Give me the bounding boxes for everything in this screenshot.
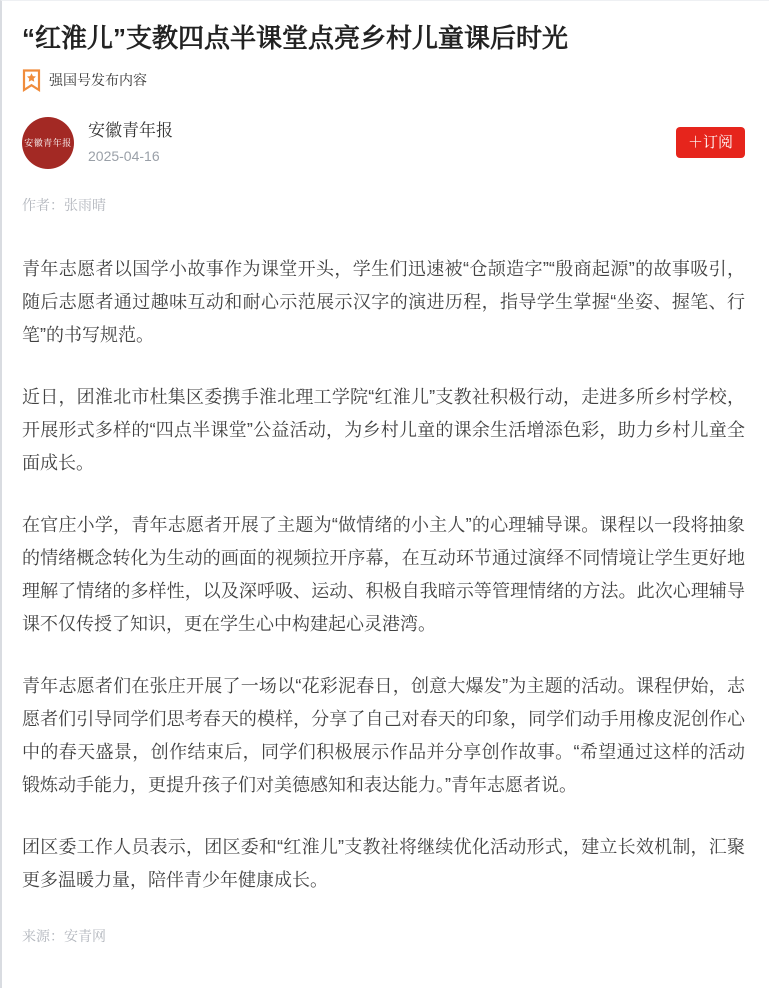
source-line: 来源：安青网 bbox=[22, 927, 106, 944]
badge-label: 强国号发布内容 bbox=[49, 72, 147, 89]
article-paragraph: 团区委工作人员表示，团区委和“红淮儿”支教社将继续优化活动形式，建立长效机制，汇聚更多温暖力量，陪伴青少年健康成长。 bbox=[22, 836, 745, 890]
subscribe-button[interactable]: ＋订阅 bbox=[676, 127, 745, 158]
source-badge bbox=[22, 69, 745, 92]
article-paragraph: 青年志愿者以国学小故事作为课堂开头，学生们迅速被“仓颉造字”“殷商起源”的故事吸引，随后志愿者通过趣味互动和耐心示范展示汉字的演进历程，指导学生掌握“坐姿、握笔、行笔”的书写规范。 bbox=[22, 258, 745, 345]
article-paragraph: 在官庄小学，青年志愿者开展了主题为“做情绪的小主人”的心理辅导课。课程以一段将抽象的情绪概念转化为生动的画面的视频拉开序幕，在互动环节通过演绎不同情境让学生更好地理解了情绪的多样性，以及深呼吸、运动、积极自我暗示等管理情绪的方法。此次心理辅导课不仅传授了知识，更在学生心中构建起心灵港湾。 bbox=[22, 514, 745, 634]
article-paragraph: 青年志愿者们在张庄开展了一场以“花彩泥春日，创意大爆发”为主题的活动。课程伊始，志愿者们引导同学们思考春天的模样，分享了自己对春天的印象，同学们动手用橡皮泥创作心中的春天盛景，创作结束后，同学们积极展示作品并分享创作故事。“希望通过这样的活动锻炼动手能力，更提升孩子们对美德感知和表达能力。”青年志愿者说。 bbox=[22, 675, 745, 795]
publisher-name[interactable]: 安徽青年报 bbox=[88, 121, 173, 141]
publisher-info bbox=[88, 121, 173, 164]
publisher-avatar[interactable]: 安徽青年报 bbox=[22, 117, 74, 169]
publisher-row bbox=[22, 117, 745, 169]
article-body bbox=[22, 253, 745, 897]
author-line: 作者：张雨晴 bbox=[22, 196, 106, 213]
publish-date: 2025-04-16 bbox=[88, 148, 160, 165]
bookmark-star-icon bbox=[22, 69, 41, 92]
article-container bbox=[2, 22, 769, 946]
page-title: “红淮儿”支教四点半课堂点亮乡村儿童课后时光 bbox=[22, 23, 569, 53]
article-paragraph: 近日，团淮北市杜集区委携手淮北理工学院“红淮儿”支教社积极行动，走进多所乡村学校，开展形式多样的“四点半课堂”公益活动，为乡村儿童的课余生活增添色彩，助力乡村儿童全面成长。 bbox=[22, 386, 745, 473]
